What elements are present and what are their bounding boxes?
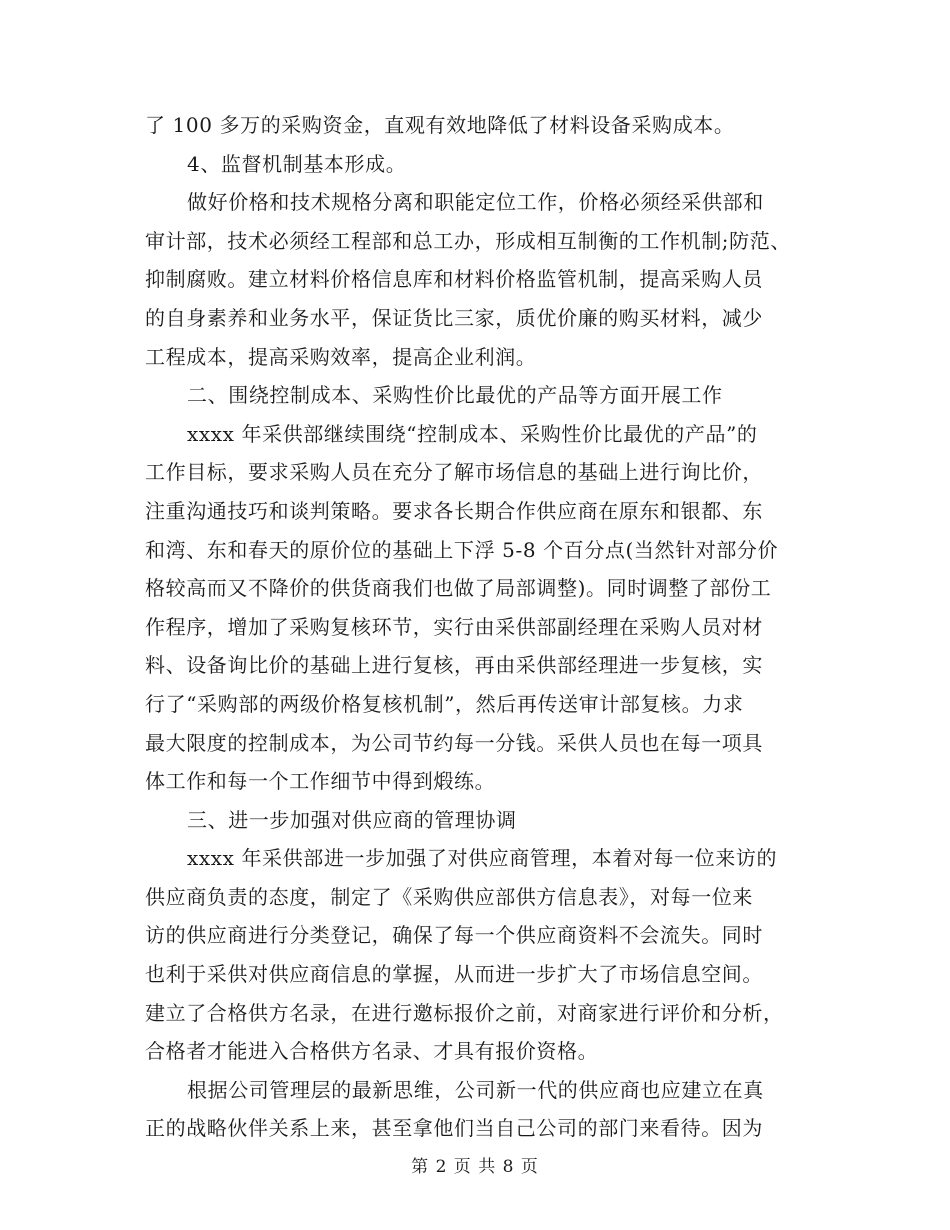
text-line: 做好价格和技术规格分离和职能定位工作，价格必须经采供部和 xyxy=(187,190,764,215)
text-line: 工作目标，要求采购人员在充分了解市场信息的基础上进行询比价， xyxy=(145,460,763,485)
text-line: 根据公司管理层的最新思维，公司新一代的供应商也应建立在真 xyxy=(187,1077,764,1102)
text-line: xxxx 年采供部继续围绕“控制成本、采购性价比最优的产品”的 xyxy=(187,421,758,446)
text-line: 料、设备询比价的基础上进行复核，再由采供部经理进一步复核，实 xyxy=(145,653,763,678)
text-line: 建立了合格供方名录，在进行邀标报价之前，对商家进行评价和分析， xyxy=(145,1000,784,1025)
text-line: 和湾、东和春天的原价位的基础上下浮 5-8 个百分点(当然针对部分价 xyxy=(145,537,779,562)
text-line: 抑制腐败。建立材料价格信息库和材料价格监管机制，提高采购人员 xyxy=(145,267,763,292)
document-body xyxy=(145,106,810,1148)
text-line: 合格者才能进入合格供方名录、才具有报价资格。 xyxy=(145,1039,599,1064)
text-line: 体工作和每一个工作细节中得到煅练。 xyxy=(145,769,496,794)
text-line: 访的供应商进行分类登记，确保了每一个供应商资料不会流失。同时 xyxy=(145,923,763,948)
page-number-footer: 第 2 页 共 8 页 xyxy=(411,1157,539,1177)
text-line: 供应商负责的态度，制定了《采购供应部供方信息表》，对每一位来 xyxy=(145,884,753,909)
text-line: 行了“采购部的两级价格复核机制”，然后再传送审计部复核。力求 xyxy=(145,691,744,716)
text-line: 注重沟通技巧和谈判策略。要求各长期合作供应商在原东和银都、东 xyxy=(145,498,763,523)
text-line: 4、监督机制基本形成。 xyxy=(187,151,407,176)
text-line: 正的战略伙伴关系上来，甚至拿他们当自己公司的部门来看待。因为 xyxy=(145,1116,763,1141)
text-line: 格较高而又不降价的供货商我们也做了局部调整)。同时调整了部份工 xyxy=(145,576,772,601)
text-line: 了 100 多万的采购资金，直观有效地降低了材料设备采购成本。 xyxy=(145,113,735,137)
text-line: 也利于采供对供应商信息的掌握，从而进一步扩大了市场信息空间。 xyxy=(145,962,763,987)
text-line: 审计部，技术必须经工程部和总工办，形成相互制衡的工作机制;防范、 xyxy=(145,228,791,253)
text-line: xxxx 年采供部进一步加强了对供应商管理，本着对每一位来访的 xyxy=(187,846,778,871)
text-line: 的自身素养和业务水平，保证货比三家，质优价廉的购买材料，减少 xyxy=(145,305,763,330)
text-line: 作程序，增加了采购复核环节，实行由采供部副经理在采购人员对材 xyxy=(145,614,763,639)
text-line: 工程成本，提高采购效率，提高企业利润。 xyxy=(145,344,537,369)
text-line: 最大限度的控制成本，为公司节约每一分钱。采供人员也在每一项具 xyxy=(145,730,763,755)
text-line: 三、进一步加强对供应商的管理协调 xyxy=(187,807,517,832)
text-line: 二、围绕控制成本、采购性价比最优的产品等方面开展工作 xyxy=(187,383,723,408)
